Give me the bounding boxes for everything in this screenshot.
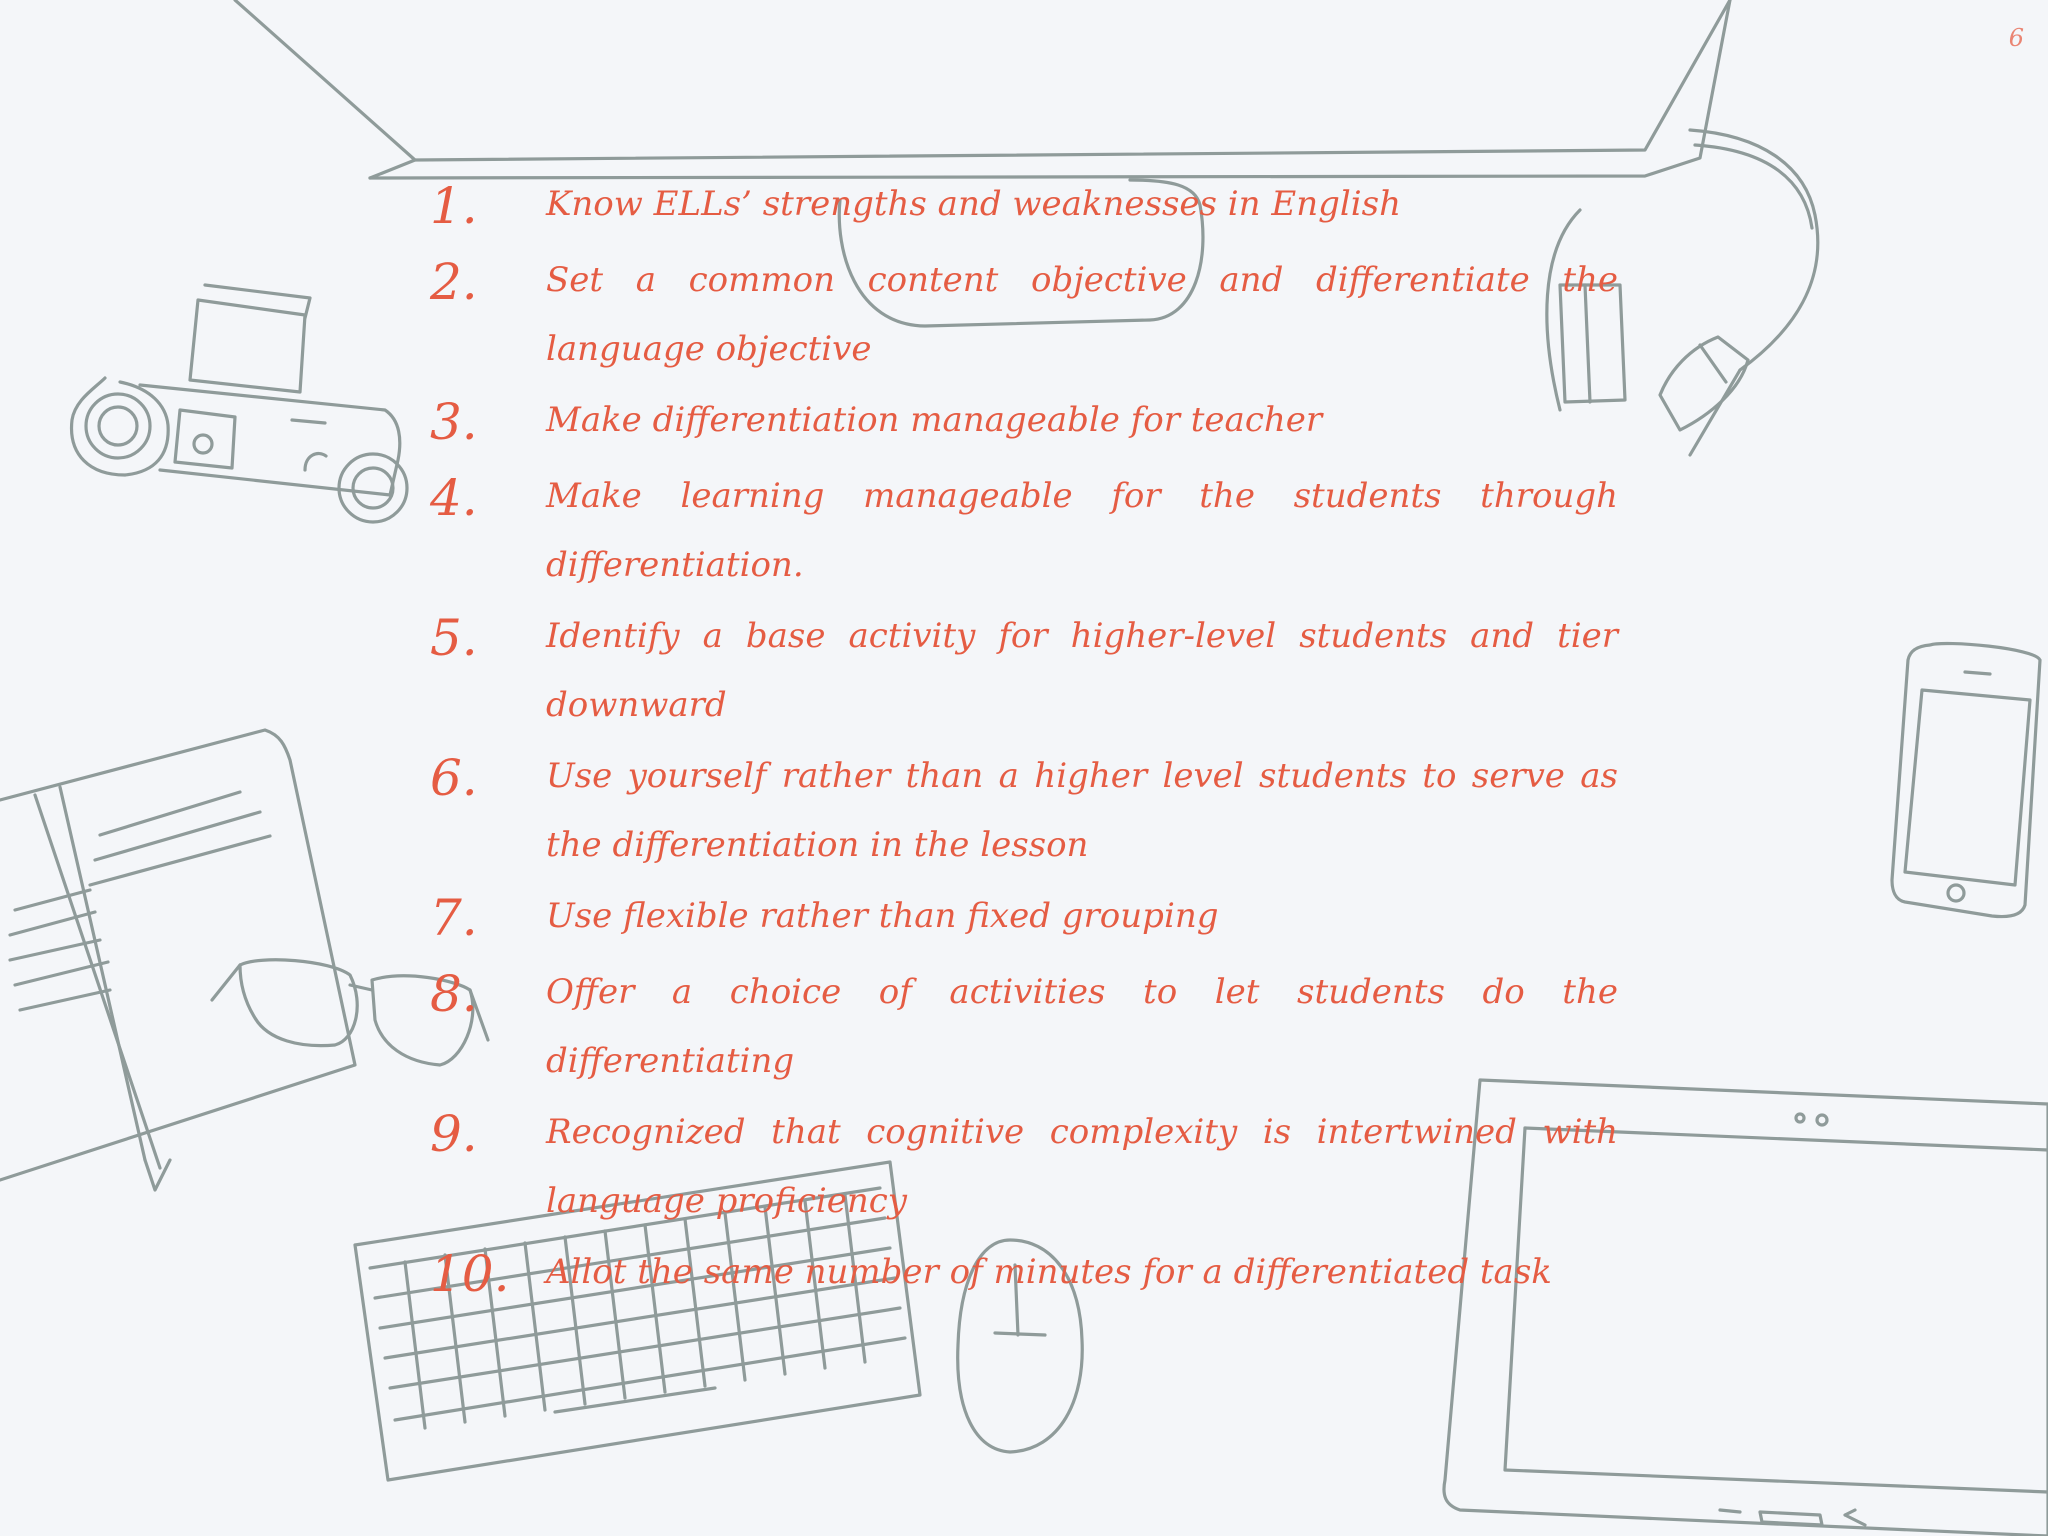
list-item-number: 10. xyxy=(430,1245,510,1303)
phone-illustration xyxy=(1892,643,2040,916)
list-item-text: Make differentiation manageable for teacher xyxy=(546,400,1323,440)
list-item xyxy=(430,740,1618,880)
list-item-number: 5. xyxy=(430,609,478,667)
list-item-number: 4. xyxy=(430,469,478,527)
list-item-text: Recognized that cognitive complexity is intertwined with language proficiency xyxy=(546,1112,1618,1221)
list-item-number: 6. xyxy=(430,749,478,807)
list-item-text: Make learning manageable for the students through differentiation. xyxy=(546,476,1618,585)
list-item xyxy=(430,460,1618,600)
list-item-text: Use yourself rather than a higher level students to serve as the differentiation in the lesson xyxy=(546,756,1618,865)
list-item xyxy=(430,880,1618,956)
numbered-list xyxy=(430,168,1618,1312)
list-item-text: Know ELLs’ strengths and weaknesses in English xyxy=(546,184,1401,224)
camera-illustration xyxy=(72,285,407,522)
list-item-text: Set a common content objective and differentiate the language objective xyxy=(546,260,1618,369)
list-item-text: Offer a choice of activities to let students do the differentiating xyxy=(546,972,1618,1081)
list-item xyxy=(430,384,1618,460)
list-item-number: 9. xyxy=(430,1105,478,1163)
list-item-number: 2. xyxy=(430,253,478,311)
list-item-text: Allot the same number of minutes for a differentiated task xyxy=(546,1252,1552,1292)
list-item xyxy=(430,956,1618,1096)
list-item-number: 1. xyxy=(430,177,478,235)
list-item-number: 8. xyxy=(430,965,478,1023)
page-number: 6 xyxy=(2008,24,2024,52)
list-item-text: Use flexible rather than fixed grouping xyxy=(546,896,1219,936)
list-item xyxy=(430,168,1618,244)
list-item xyxy=(430,1236,1618,1312)
list-item-number: 7. xyxy=(430,889,478,947)
list-item xyxy=(430,600,1618,740)
list-item-number: 3. xyxy=(430,393,478,451)
list-item xyxy=(430,244,1618,384)
list-item xyxy=(430,1096,1618,1236)
list-item-text: Identify a base activity for higher-level students and tier downward xyxy=(546,616,1618,725)
